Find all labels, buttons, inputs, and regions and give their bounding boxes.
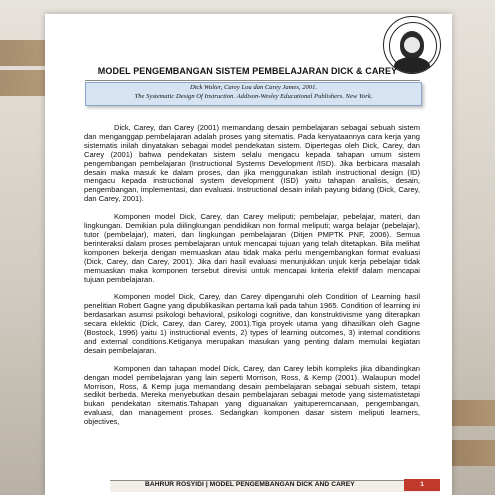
paragraph: Dick, Carey, dan Carey (2001) memandang desain pembelajaran sebagai sebuah sistem dan menganggap pembelajaran adalah proses yang sitematis. Pada kenyataannya cara kerja yang sistematis inilah dinyatakan sebagai model pendekatan sistem. Dipertegas oleh Dick, Carey, dan Carey (2001) bahwa pendekatan sistem selalu mengacu kepada tahapan umum sistem pengembangan pembelajaran (Instructional Systems Development /ISD). Jika berbicara masalah desain maka masuk ke dalam proses, dan jika menggunakan istilah instructional design (ID) mengacu kepada instructional system development (ISD) yaitu tahapan analisis, desain, pengembangan, implementasi, dan evaluasi. Instructional desain inilah payung bidang (Dick, Carey, dan Carey, 2001). [84, 123, 420, 204]
footer-text: BAHRUR ROSYIDI | MODEL PENGEMBANGAN DICK AND CAREY [145, 481, 355, 488]
paragraph: Komponen model Dick, Carey, dan Carey dipengaruhi oleh Condition of Learning hasil penelitian Robert Gagne yang dipublikasikan pertama kali pada tahun 1965. Condition of learning ini berdasarkan asumsi psikologi behavioral, psikologi cognitive, dan konstruktivisme yang diterapkan secara eklektic (Dick, Carey, dan Carey, 2001).Tiga proyek utama yang dihasilkan oleh Gagne (Bostock, 1996) yaitu 1) instructional events, 2) types of learning outcomes, 3) internal conditions and external conditions.Ketiganya merupakan masukan yang penting dalam memulai kegiatan desain pembelajaran. [84, 292, 420, 355]
reference-line-1: Dick Walter, Carey Lou dan Carey James, 2001. [189, 84, 318, 91]
title-divider [85, 80, 420, 81]
reference-line-2: The Systematic Design Of Instruction. Addison-Wesley Educational Publishers. New York. [134, 93, 373, 100]
document-title: MODEL PENGEMBANGAN SISTEM PEMBELAJARAN DICK & CAREY [97, 66, 398, 76]
paragraph: Komponen dan tahapan model Dick, Carey, dan Carey lebih kompleks jika dibandingkan dengan model pembelajaran yang lain seperti Morrison, Ross, & Kemp (2001). Walaupun model Morrison, Ross, & Kemp juga memandang desain pembelajaran sebagai sebuah sistem, tetapi sedikit berbeda. Mereka menyebutkan desain pembelajaran sebagai metode yang sistematistetapi bukan pendekatan sitematis.Tahapan yang diguanakan yaitupererncanaan, pengembangan, evaluasi, dan management proses. Sedangkan komponen dasar sistem meliputi learners, objectives, [84, 363, 420, 427]
page-number: 1 [404, 479, 440, 491]
body-text [84, 124, 420, 436]
reference-box [85, 82, 422, 106]
paragraph: Komponen model Dick, Carey, dan Carey meliputi; pembelajar, pebelajar, materi, dan lingkungan. Demikian pula diilingkungan pendidikan non formal meliputi; warga belajar (pebelajar), tutor (pembelajar), materi, dan lingkungan pembelajaran (Ditjen PMPTK PNF, 2006). Semua berinteraksi dalam proses pembelajaran untuk mencapai tujuan yang telah ditetapkan. Bila melihat komponen bekerja dengan memuaskan atau tidak maka perlu mengembangkan format evaluasi (Dick, Carey, dan Carey, 2001). Jika dari hasil evaluasi menunjukkan unjuk kerja pebelajar tidak memuaskan maka komponen tersebut direvisi untuk mencapai kriteria efektif dalam mencapai tujuan pembelajaran. [84, 212, 420, 284]
